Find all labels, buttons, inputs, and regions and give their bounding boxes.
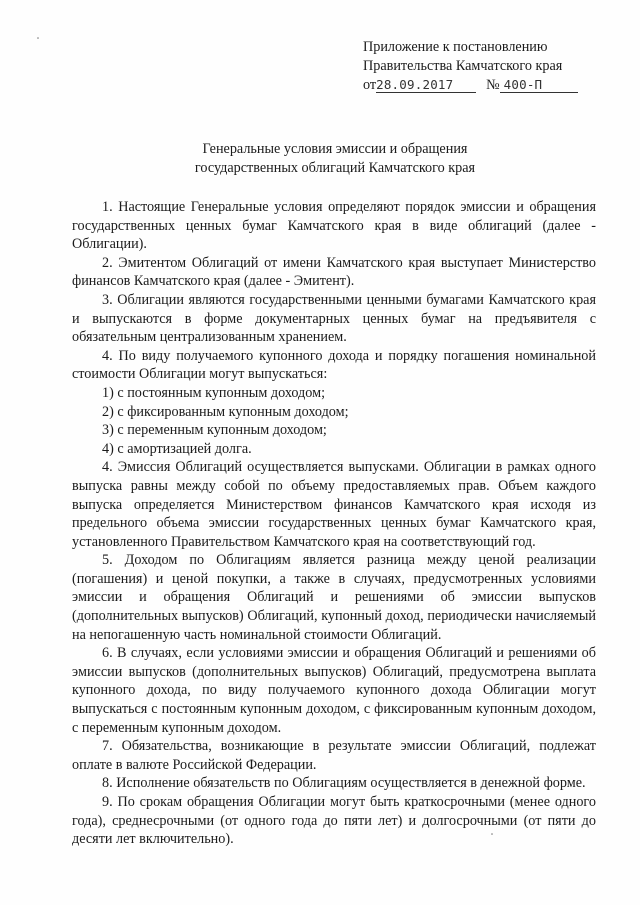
paragraph-8: 8. Исполнение обязательств по Облигациям осуществляется в денежной форме. <box>102 775 586 792</box>
header-line-1: Приложение к постановлению <box>363 39 548 55</box>
paragraph-4: 4. По виду получаемого купонного дохода и порядку погашения номинальной стоимости Облигации могут выпускаться: <box>72 347 596 383</box>
paragraph-2: 2. Эмитентом Облигаций от имени Камчатского края выступает Министерство финансов Камчатского края (далее - Эмитент). <box>72 254 596 290</box>
paragraph-3: 3. Облигации являются государственными ценными бумагами Камчатского края и выпускаются в форме документарных ценных бумаг на предъявителя с обязательным централизованным хранением. <box>72 291 596 346</box>
list-item: 4) с амортизацией долга. <box>102 440 252 457</box>
list-item: 3) с переменным купонным доходом; <box>102 422 327 439</box>
resolution-date: 28.09.2017 <box>376 78 476 93</box>
number-label: № <box>486 77 500 93</box>
list-item: 1) с постоянным купонным доходом; <box>102 384 326 401</box>
paragraph-9: 9. По срокам обращения Облигации могут быть краткосрочными (менее одного года), среднесрочными (от одного года до пяти лет) и долгосрочными (от пяти до десяти лет включительно). <box>72 794 596 848</box>
paragraph-4-issuance: 4. Эмиссия Облигаций осуществляется выпусками. Облигации в рамках одного выпуска равны между собой по объему предоставляемых прав. Объем каждого выпуска определяется Министерством финансов Камчатского края исходя из предельного объема эмиссии государственных ценных бумаг Камчатского края, установленного Правительством Камчатского края на соответствующий год. <box>72 459 596 550</box>
resolution-number: 400-П <box>500 78 578 93</box>
document-title <box>70 140 600 178</box>
scan-speck <box>490 832 494 836</box>
list-item: 2) с фиксированным купонным доходом; <box>102 403 349 420</box>
header-date-number-line <box>363 76 623 95</box>
header-line-2: Правительства Камчатского края <box>363 58 563 74</box>
paragraph-7: 7. Обязательства, возникающие в результате эмиссии Облигаций, подлежат оплате в валюте Российской Федерации. <box>72 738 596 773</box>
paragraph-6: 6. В случаях, если условиями эмиссии и обращения Облигаций и решениями об эмиссии выпусков (дополнительных выпусков) Облигаций, предусмотрена выплата купонного дохода, по виду получаемого купонного дохода Облигации могут выпускаться с постоянным купонным доходом, с фиксированным купонным доходом, с переменным купонным доходом. <box>72 645 596 736</box>
title-line-1: Генеральные условия эмиссии и обращения <box>202 141 468 157</box>
scan-speck <box>36 36 40 40</box>
paragraph-5: 5. Доходом по Облигациям является разница между ценой реализации (погашения) и ценой покупки, а также в случаях, предусмотренных условиями эмиссии и обращения Облигаций и решениями об эмиссии выпусков (дополнительных выпусков) Облигаций, купонный доход, периодически начисляемый на непогашенную часть номинальной стоимости Облигаций. <box>72 552 596 643</box>
approval-header <box>363 38 623 95</box>
title-line-2: государственных облигаций Камчатского края <box>194 160 476 176</box>
paragraph-1: 1. Настоящие Генеральные условия определяют порядок эмиссии и обращения государственных ценных бумаг Камчатского края в виде облигаций (далее - Облигации). <box>72 199 596 253</box>
from-label: от <box>363 77 377 93</box>
document-body <box>72 198 596 849</box>
